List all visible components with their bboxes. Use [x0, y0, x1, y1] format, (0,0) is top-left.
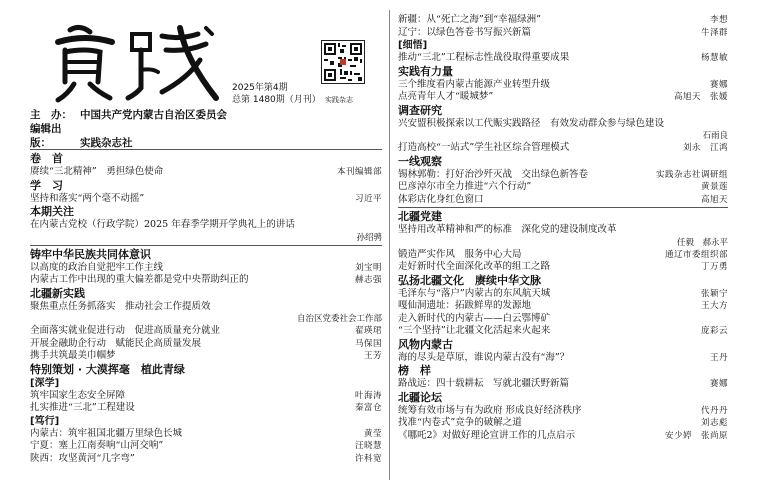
toc-author: 石雨良 [702, 131, 728, 141]
toc-right [398, 14, 728, 442]
section-heading: 弘扬北疆文化 赓续中华文脉 [398, 273, 541, 287]
toc-entry[interactable]: 推动“三北”工程标志性战役取得重要成果 杨慧敏 [398, 52, 728, 63]
section-heading: 实践有力量 [398, 64, 453, 78]
toc-entry[interactable]: 体彩店化身红色窗口 高旭天 [398, 193, 728, 205]
left-column [30, 0, 382, 491]
toc-entry[interactable]: 三个维度看内蒙古能源产业转型升级 赛娜 [398, 78, 728, 90]
toc-author: 孙绍骋 [356, 232, 382, 243]
sponsor-name: 中国共产党内蒙古自治区委员会 [80, 109, 227, 121]
toc-entry[interactable]: 陕西：攻坚黄河“几字弯” 许科宽 [30, 452, 382, 464]
toc-entry[interactable]: “三个坚持”让北疆文化活起来火起来 庞彩云 [398, 325, 728, 336]
toc-entry[interactable]: 海的尽头是草原，谁说内蒙古没有“海”？ 王丹 [398, 351, 728, 363]
toc-entry[interactable]: 锻造严实作风 服务中心大局 通辽市委组织部 [398, 248, 728, 260]
toc-entry[interactable]: 嘎仙洞遗址：拓跋鲜卑的发源地 王大方 [398, 300, 728, 311]
toc-entry[interactable]: 巴彦淖尔市全力推进“六个行动” 黄景莲 [398, 181, 728, 192]
section-heading: 铸牢中华民族共同体意识 [30, 247, 151, 261]
toc-author: 任毅 郝永平 [676, 237, 728, 248]
publication-info [30, 108, 227, 150]
right-column [398, 0, 728, 491]
sponsor-label: 主 办： [30, 109, 72, 121]
section-heading: 一线观察 [398, 154, 442, 168]
publisher-label: 编辑出版： [30, 123, 62, 149]
toc-entry[interactable]: 毛泽东与“落户”内蒙古的东风航天城 张颖宁 [398, 287, 728, 299]
qr-code-icon [321, 40, 365, 84]
toc-entry[interactable]: 聚焦重点任务抓落实 推动社会工作提质效 [30, 300, 211, 312]
toc-entry[interactable]: 走入新时代的内蒙古——白云鄂博矿 [398, 312, 551, 324]
subsection-heading: [深学] [30, 377, 60, 389]
section-heading: 北疆新实践 [30, 286, 85, 300]
divider [30, 245, 382, 246]
subsection-heading: [细悟] [398, 40, 428, 51]
column-divider [389, 10, 390, 480]
toc-entry[interactable]: 找准“内卷式”竞争的破解之道 刘志彪 [398, 417, 728, 428]
toc-entry[interactable]: 赓续“三北精神” 勇担绿色使命 本刊编辑部 [30, 166, 382, 177]
section-heading: 特别策划 · 大漠挥毫 植此青绿 [30, 362, 185, 376]
divider [30, 149, 382, 150]
section-heading: 本期关注 [30, 205, 74, 218]
section-heading: 榜 样 [398, 364, 431, 377]
issue-number: 2025年第4期 [232, 83, 288, 93]
toc-entry[interactable]: 锡林郭勒：打好治沙歼灭战 交出绿色新答卷 实践杂志社调研组 [398, 168, 728, 180]
toc-entry[interactable]: 以高度的政治自觉把牢工作主线 刘宝明 [30, 261, 382, 273]
toc-entry[interactable]: 内蒙古：筑牢祖国北疆万里绿色长城 黄莹 [30, 427, 382, 439]
section-heading: 北疆论坛 [398, 390, 442, 404]
toc-entry[interactable]: 坚持用改革精神和严的标准 深化党的建设制度改革 [398, 224, 617, 235]
magazine-logo [30, 20, 230, 105]
toc-entry[interactable]: 新疆：从“死亡之海”到“幸福绿洲” 李想 [398, 14, 728, 25]
toc-entry[interactable]: 携手共筑最美巾帼梦 王芳 [30, 350, 382, 361]
toc-entry[interactable]: 辽宁：以绿色答卷书写振兴新篇 牛泽群 [398, 26, 728, 38]
toc-entry[interactable]: 在内蒙古党校（行政学院）2025 年春季学期开学典礼上的讲话 [30, 219, 295, 230]
toc-left [30, 148, 382, 465]
toc-entry[interactable]: 全面落实就业促进行动 促进高质量充分就业 翟瑛珺 [30, 325, 382, 336]
toc-entry[interactable]: 宁夏：塞上江南奏响“山河交响” 汪晓慧 [30, 440, 382, 451]
divider [398, 207, 728, 208]
section-heading: 风物内蒙古 [398, 337, 453, 351]
section-heading: 卷 首 [30, 152, 63, 165]
toc-entry[interactable]: 筑牢国家生态安全屏障 叶海涛 [30, 389, 382, 401]
section-heading: 北疆党建 [398, 210, 442, 223]
publisher-name: 实践杂志社 [80, 137, 133, 149]
section-heading: 学 习 [30, 178, 63, 192]
toc-entry[interactable]: 兴安盟积极探索以工代赈实践路径 有效发动群众参与绿色建设 [398, 117, 665, 129]
toc-entry[interactable]: 路战远：四十载耕耘 写就北疆沃野新篇 赛娜 [398, 378, 728, 389]
issue-info [232, 82, 321, 106]
subsection-heading: [笃行] [30, 415, 60, 427]
toc-entry[interactable]: 《哪吒2》对做好理论宣讲工作的几点启示 安少婷 张尚原 [398, 429, 728, 441]
toc-entry[interactable]: 打造高校“一站式”学生社区综合管理模式 刘永 江鸿 [398, 142, 728, 153]
toc-entry[interactable]: 坚持和落实“两个毫不动摇” 习近平 [30, 192, 382, 204]
toc-entry[interactable]: 内蒙古工作中出现的重大偏差都是党中央帮助纠正的 赫志强 [30, 274, 382, 285]
toc-entry[interactable]: 扎实推进“三北”工程建设 秦富仓 [30, 402, 382, 413]
section-heading: 调查研究 [398, 103, 442, 117]
toc-author: 自治区党委社会工作部 [296, 314, 382, 324]
issue-total: 总第 1480期（月刊） [232, 95, 321, 105]
toc-entry[interactable]: 点亮青年人才“暖城梦” 高旭天 张媛 [398, 91, 728, 102]
toc-entry[interactable]: 开展金融助企行动 赋能民企高质量发展 马保国 [30, 337, 382, 349]
toc-entry[interactable]: 走好新时代全面深化改革的组工之路 丁万勇 [398, 261, 728, 272]
toc-entry[interactable]: 统筹有效市场与有为政府 形成良好经济秩序 代丹丹 [398, 404, 728, 416]
qr-caption: 实践杂志 [325, 96, 353, 104]
